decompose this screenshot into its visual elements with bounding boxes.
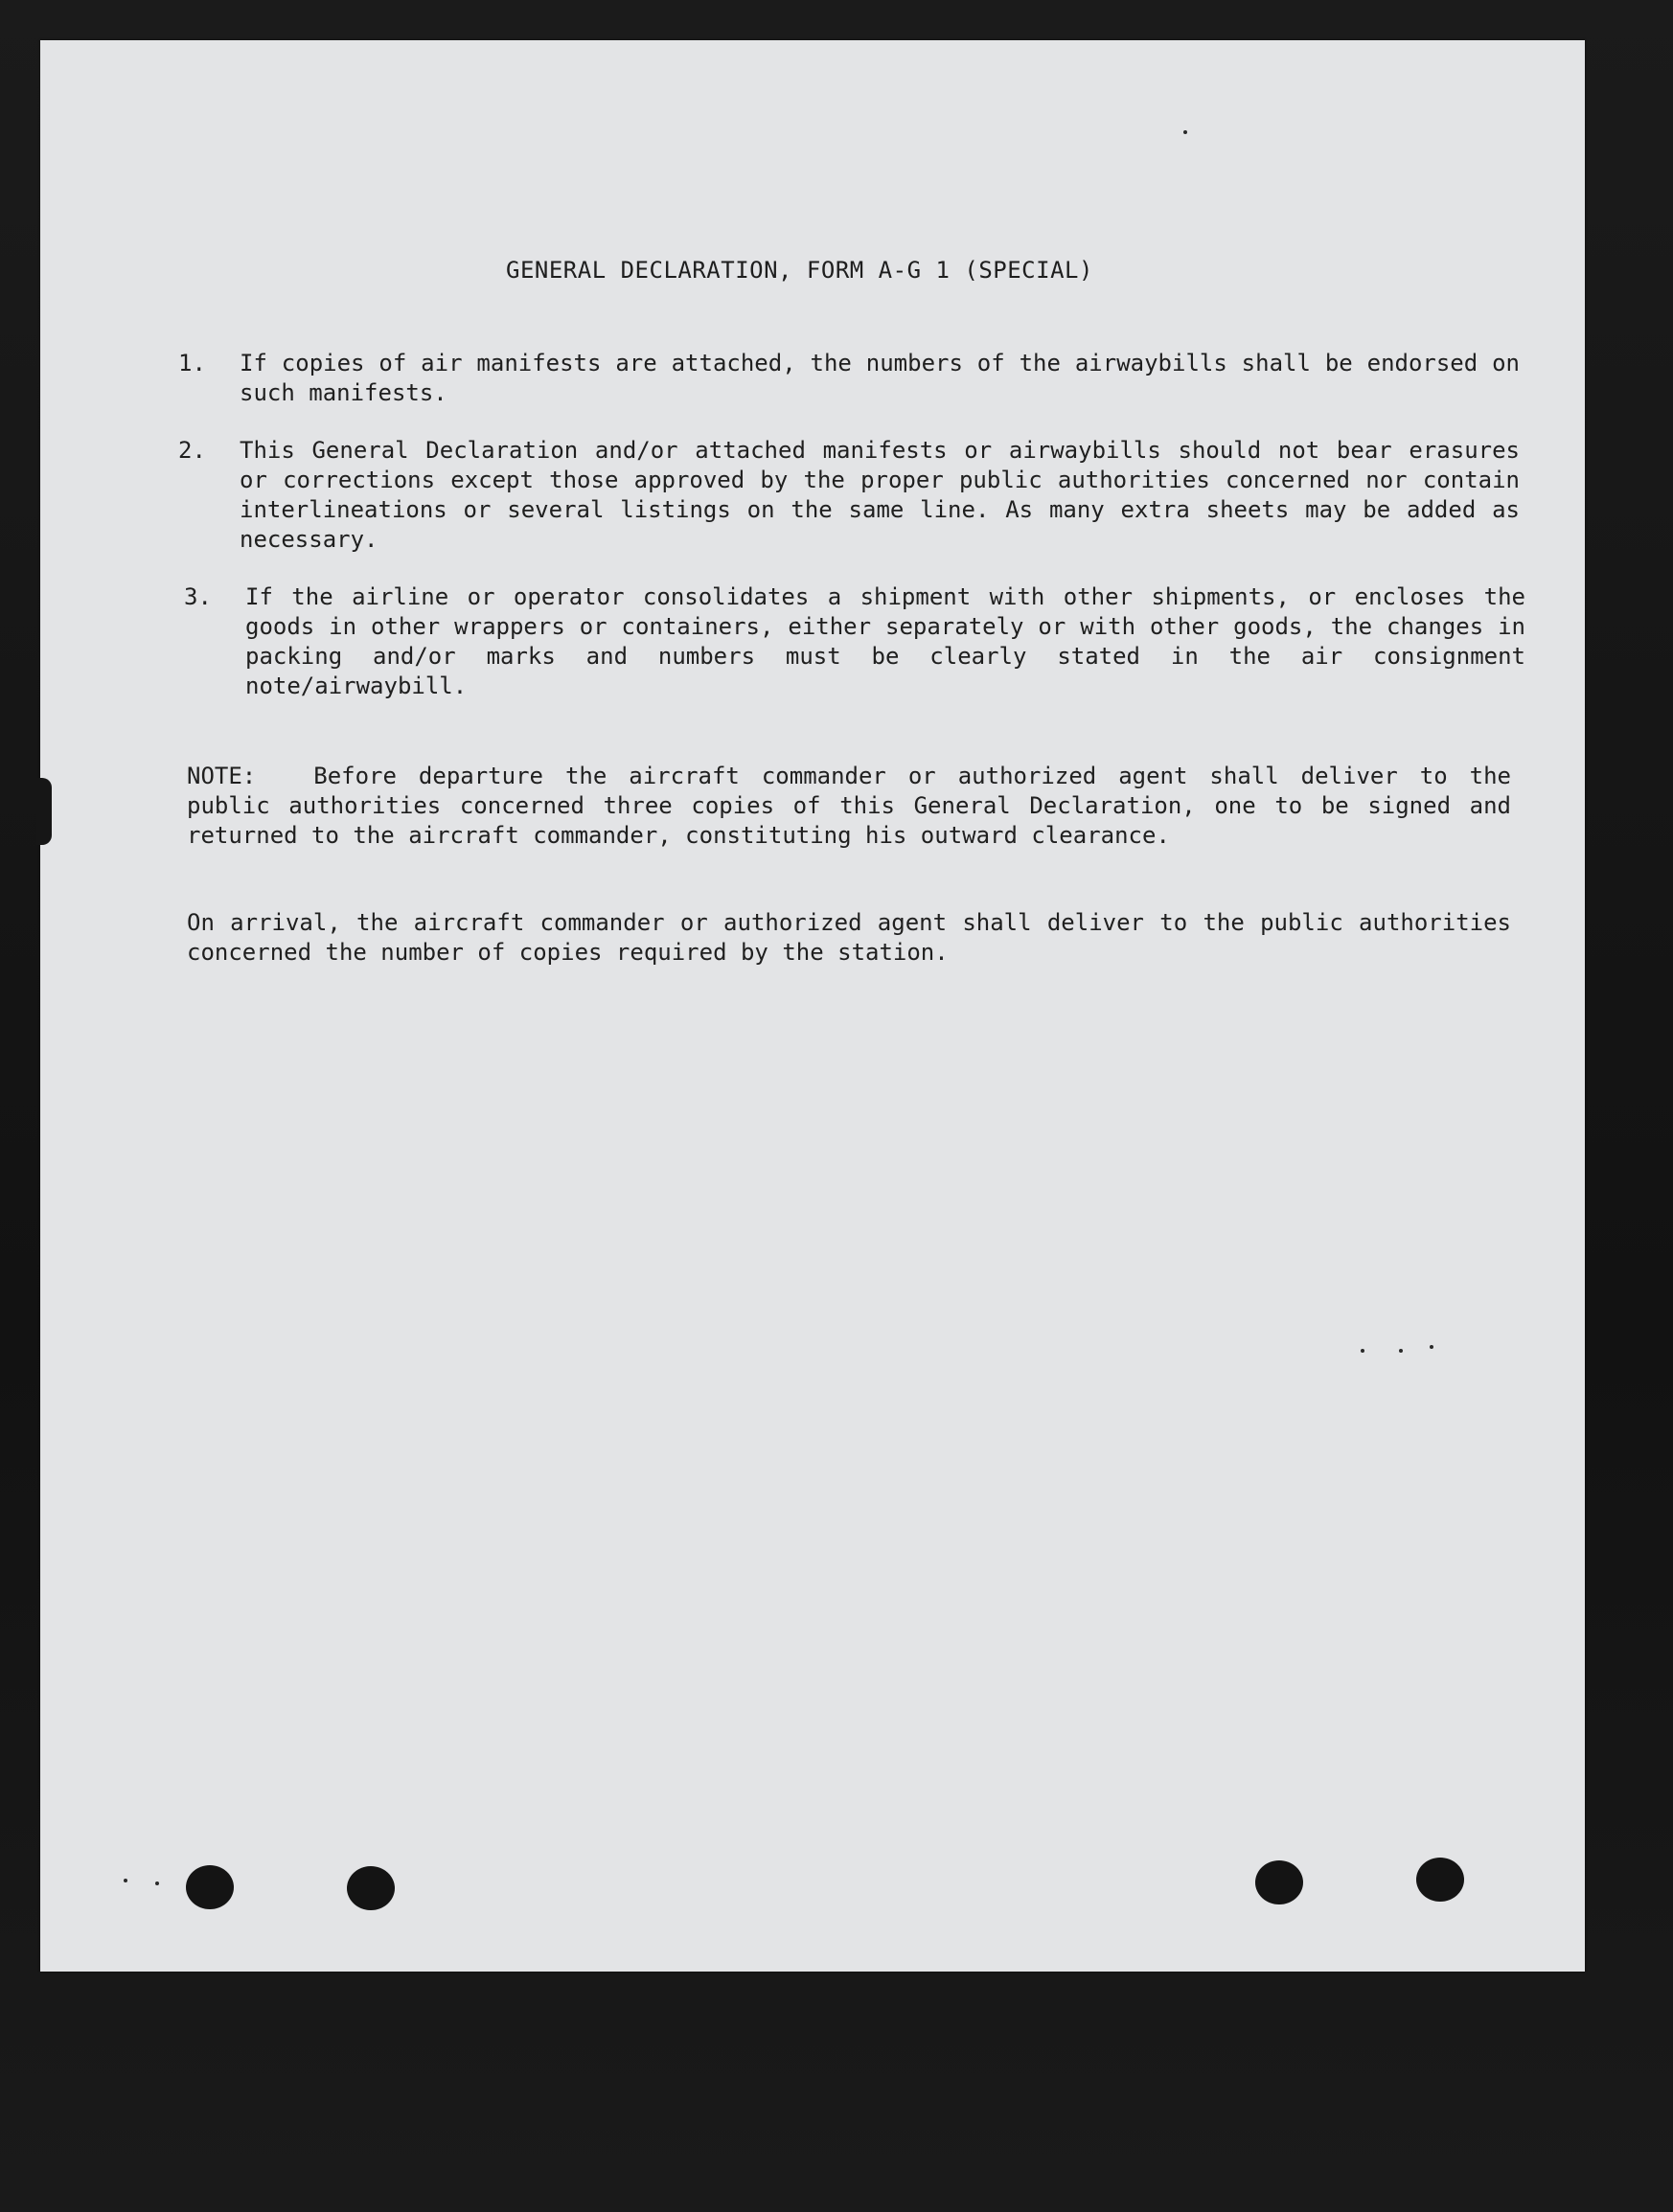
punch-hole xyxy=(186,1865,234,1909)
arrival-paragraph: On arrival, the aircraft commander or authorized agent shall deliver to the public authorities concerned the number of copies required by the station. xyxy=(187,909,1511,966)
list-item-2 xyxy=(178,436,1520,555)
scan-speck xyxy=(124,1879,127,1882)
page-edge-notch xyxy=(36,778,52,845)
punch-hole xyxy=(1416,1858,1464,1902)
list-item-text: This General Declaration and/or attached manifests or airwaybills should not bear erasures or corrections except those approved by the proper public authorities concerned nor contain interlineations or several listings on the same line. As many extra sheets may be added as necessary. xyxy=(240,437,1520,553)
note-paragraph xyxy=(187,762,1511,851)
list-item-text: If the airline or operator consolidates a shipment with other shipments, or encloses the goods in other wrappers or containers, either separately or with other goods, the changes in packing and/or marks and numbers must be clearly stated in the air consignment note/airwaybill. xyxy=(245,583,1525,699)
scan-speck xyxy=(1361,1349,1364,1353)
list-item-number: 2. xyxy=(178,437,206,464)
list-item-3 xyxy=(184,582,1525,701)
scan-speck xyxy=(1430,1345,1433,1349)
punch-hole xyxy=(347,1866,395,1910)
scan-speck xyxy=(1399,1349,1403,1353)
note-text: Before departure the aircraft commander or authorized agent shall deliver to the public authorities concerned three copies of this General Declaration, one to be signed and returned to the aircraft commander, constituting his outward clearance. xyxy=(187,763,1511,849)
scan-speck xyxy=(155,1881,159,1885)
document-page xyxy=(40,40,1585,1972)
list-item-number: 1. xyxy=(178,350,206,376)
list-item-text: If copies of air manifests are attached, the numbers of the airwaybills shall be endorsed on such manifests. xyxy=(240,350,1520,406)
document-title: GENERAL DECLARATION, FORM A-G 1 (SPECIAL) xyxy=(506,257,1093,284)
punch-hole xyxy=(1255,1860,1303,1904)
note-label: NOTE: xyxy=(187,763,257,789)
scan-speck xyxy=(1183,130,1187,134)
list-item-1 xyxy=(178,349,1520,408)
list-item-number: 3. xyxy=(184,583,212,610)
